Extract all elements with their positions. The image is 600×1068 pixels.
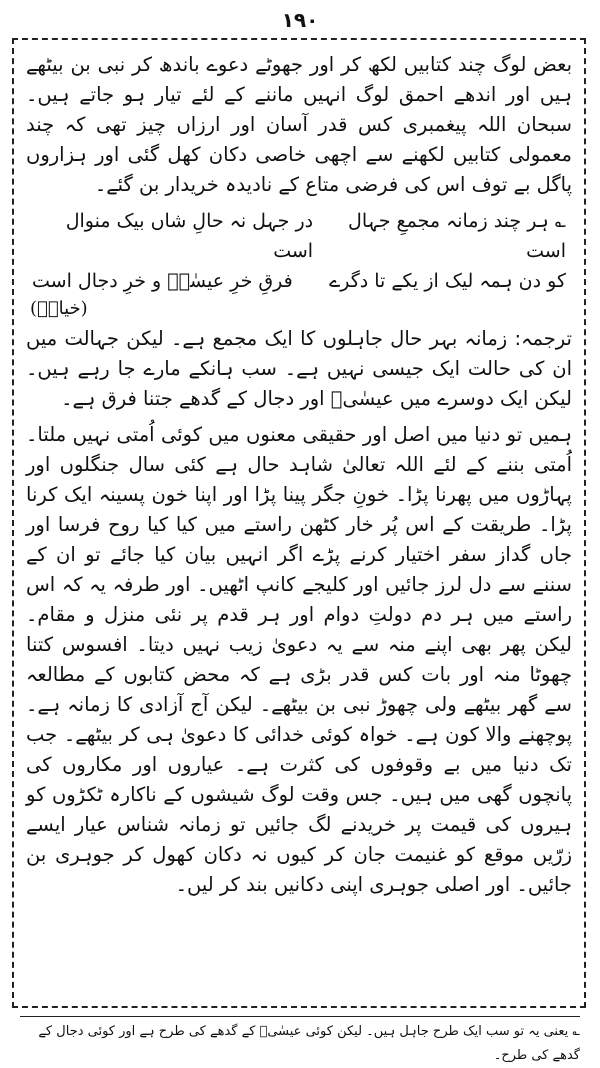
verse-attribution: (خیامؔ) bbox=[30, 298, 88, 319]
verse-line bbox=[26, 266, 572, 296]
verse-hemistich-right: کو دن ہمہ لیک از یکے تا دگرے bbox=[329, 270, 566, 292]
verse-line bbox=[26, 206, 572, 266]
page-number: ۱۹۰ bbox=[281, 8, 319, 32]
footnote: ؎ یعنی یہ تو سب ایک طرح جاہل ہیں۔ لیکن کوئی عیسٰیؑ کے گدھے کی طرح ہے اور کوئی دجال کے گدھے کی طرح۔ bbox=[38, 1024, 580, 1063]
paragraph-translation: ترجمہ: زمانہ بہر حال جاہلوں کا ایک مجمع ہے۔ لیکن جہالت میں ان کی حالت ایک جیسی نہیں ہے۔ سب ہانکے مارے جا رہے ہیں۔ لیکن ایک دوسرے میں عیسٰیؑ اور دجال کے گدھے جتنا فرق ہے۔ bbox=[26, 327, 572, 410]
verse-hemistich-left: در جہل نہ حالِ شاں بیک منوال است bbox=[65, 210, 314, 262]
paragraph-intro: بعض لوگ چند کتابیں لکھ کر اور جھوٹے دعوے باندھ کر نبی بن بیٹھے ہیں اور اندھے احمق لوگ انہیں ماننے کے لئے تیار ہو جاتے ہیں۔ سبحان اللہ پیغمبری کس قدر آسان اور ارزاں چیز تھی کہ چند معمولی کتابیں لکھنے سے اچھی خاصی دکان کھل گئی اور ہزاروں پاگل بے توف اس کی فرضی متاع کے نادیدہ خریدار بن گئے۔ bbox=[26, 53, 572, 196]
persian-verse bbox=[26, 206, 572, 322]
footnote-divider bbox=[20, 1016, 580, 1017]
paragraph-main: ہمیں تو دنیا میں اصل اور حقیقی معنوں میں کوئی اُمتی نہیں ملتا۔ اُمتی بننے کے لئے اللہ تعالیٰ شاہد حال ہے کئی سال جنگلوں اور پہاڑوں میں پھرنا پڑا۔ خونِ جگر پینا پڑا اور اپنا خون پسینہ ایک کرنا پڑا۔ طریقت کے اس پُر خار کٹھن راستے میں کیا کیا روح فرسا اور جاں گداز سفر اختیار کرنے پڑے اگر انہیں بیان کیا جائے تو ان کے سننے سے دل لرز جائیں اور کلیجے کانپ اٹھیں۔ اور طرفہ یہ کہ اس راستے میں ہر دم دولتِ دوام اور ہر قدم پر نئی منزل و مقام۔ لیکن پھر بھی اپنے منہ سے یہ دعویٰ زیب نہیں دیتا۔ افسوس کتنا چھوٹا منہ اور بات کس قدر بڑی ہے کہ محض کتابوں کے مطالعہ سے گھر بیٹھے ولی چھوڑ نبی بن بیٹھے۔ لیکن آج آزادی کا زمانہ ہے۔ پوچھنے والا کون ہے۔ خواہ کوئی خدائی کا دعویٰ ہی کر بیٹھے۔ جب تک دنیا میں بے وقوفوں کی کثرت ہے۔ عیاروں اور مکاروں کی پانچوں گھی میں ہیں۔ جس وقت لوگ شیشوں کے ناکارہ ٹکڑوں کو ہیروں کی قیمت پر خریدنے لگ جائیں تو زمانہ شناس عیار ایسے زرّیں موقع کو غنیمت جان کر کیوں نہ دکان کھول کر جوہری بن جائیں۔ اور اصلی جوہری اپنی دکانیں بند کر لیں۔ bbox=[26, 423, 572, 896]
verse-hemistich-right: ؎ ہر چند زمانہ مجمعِ جہال است bbox=[348, 210, 566, 262]
text-frame bbox=[12, 38, 586, 1008]
verse-hemistich-left: فرقِ خرِ عیسٰیؑ و خرِ دجال است bbox=[32, 270, 293, 292]
